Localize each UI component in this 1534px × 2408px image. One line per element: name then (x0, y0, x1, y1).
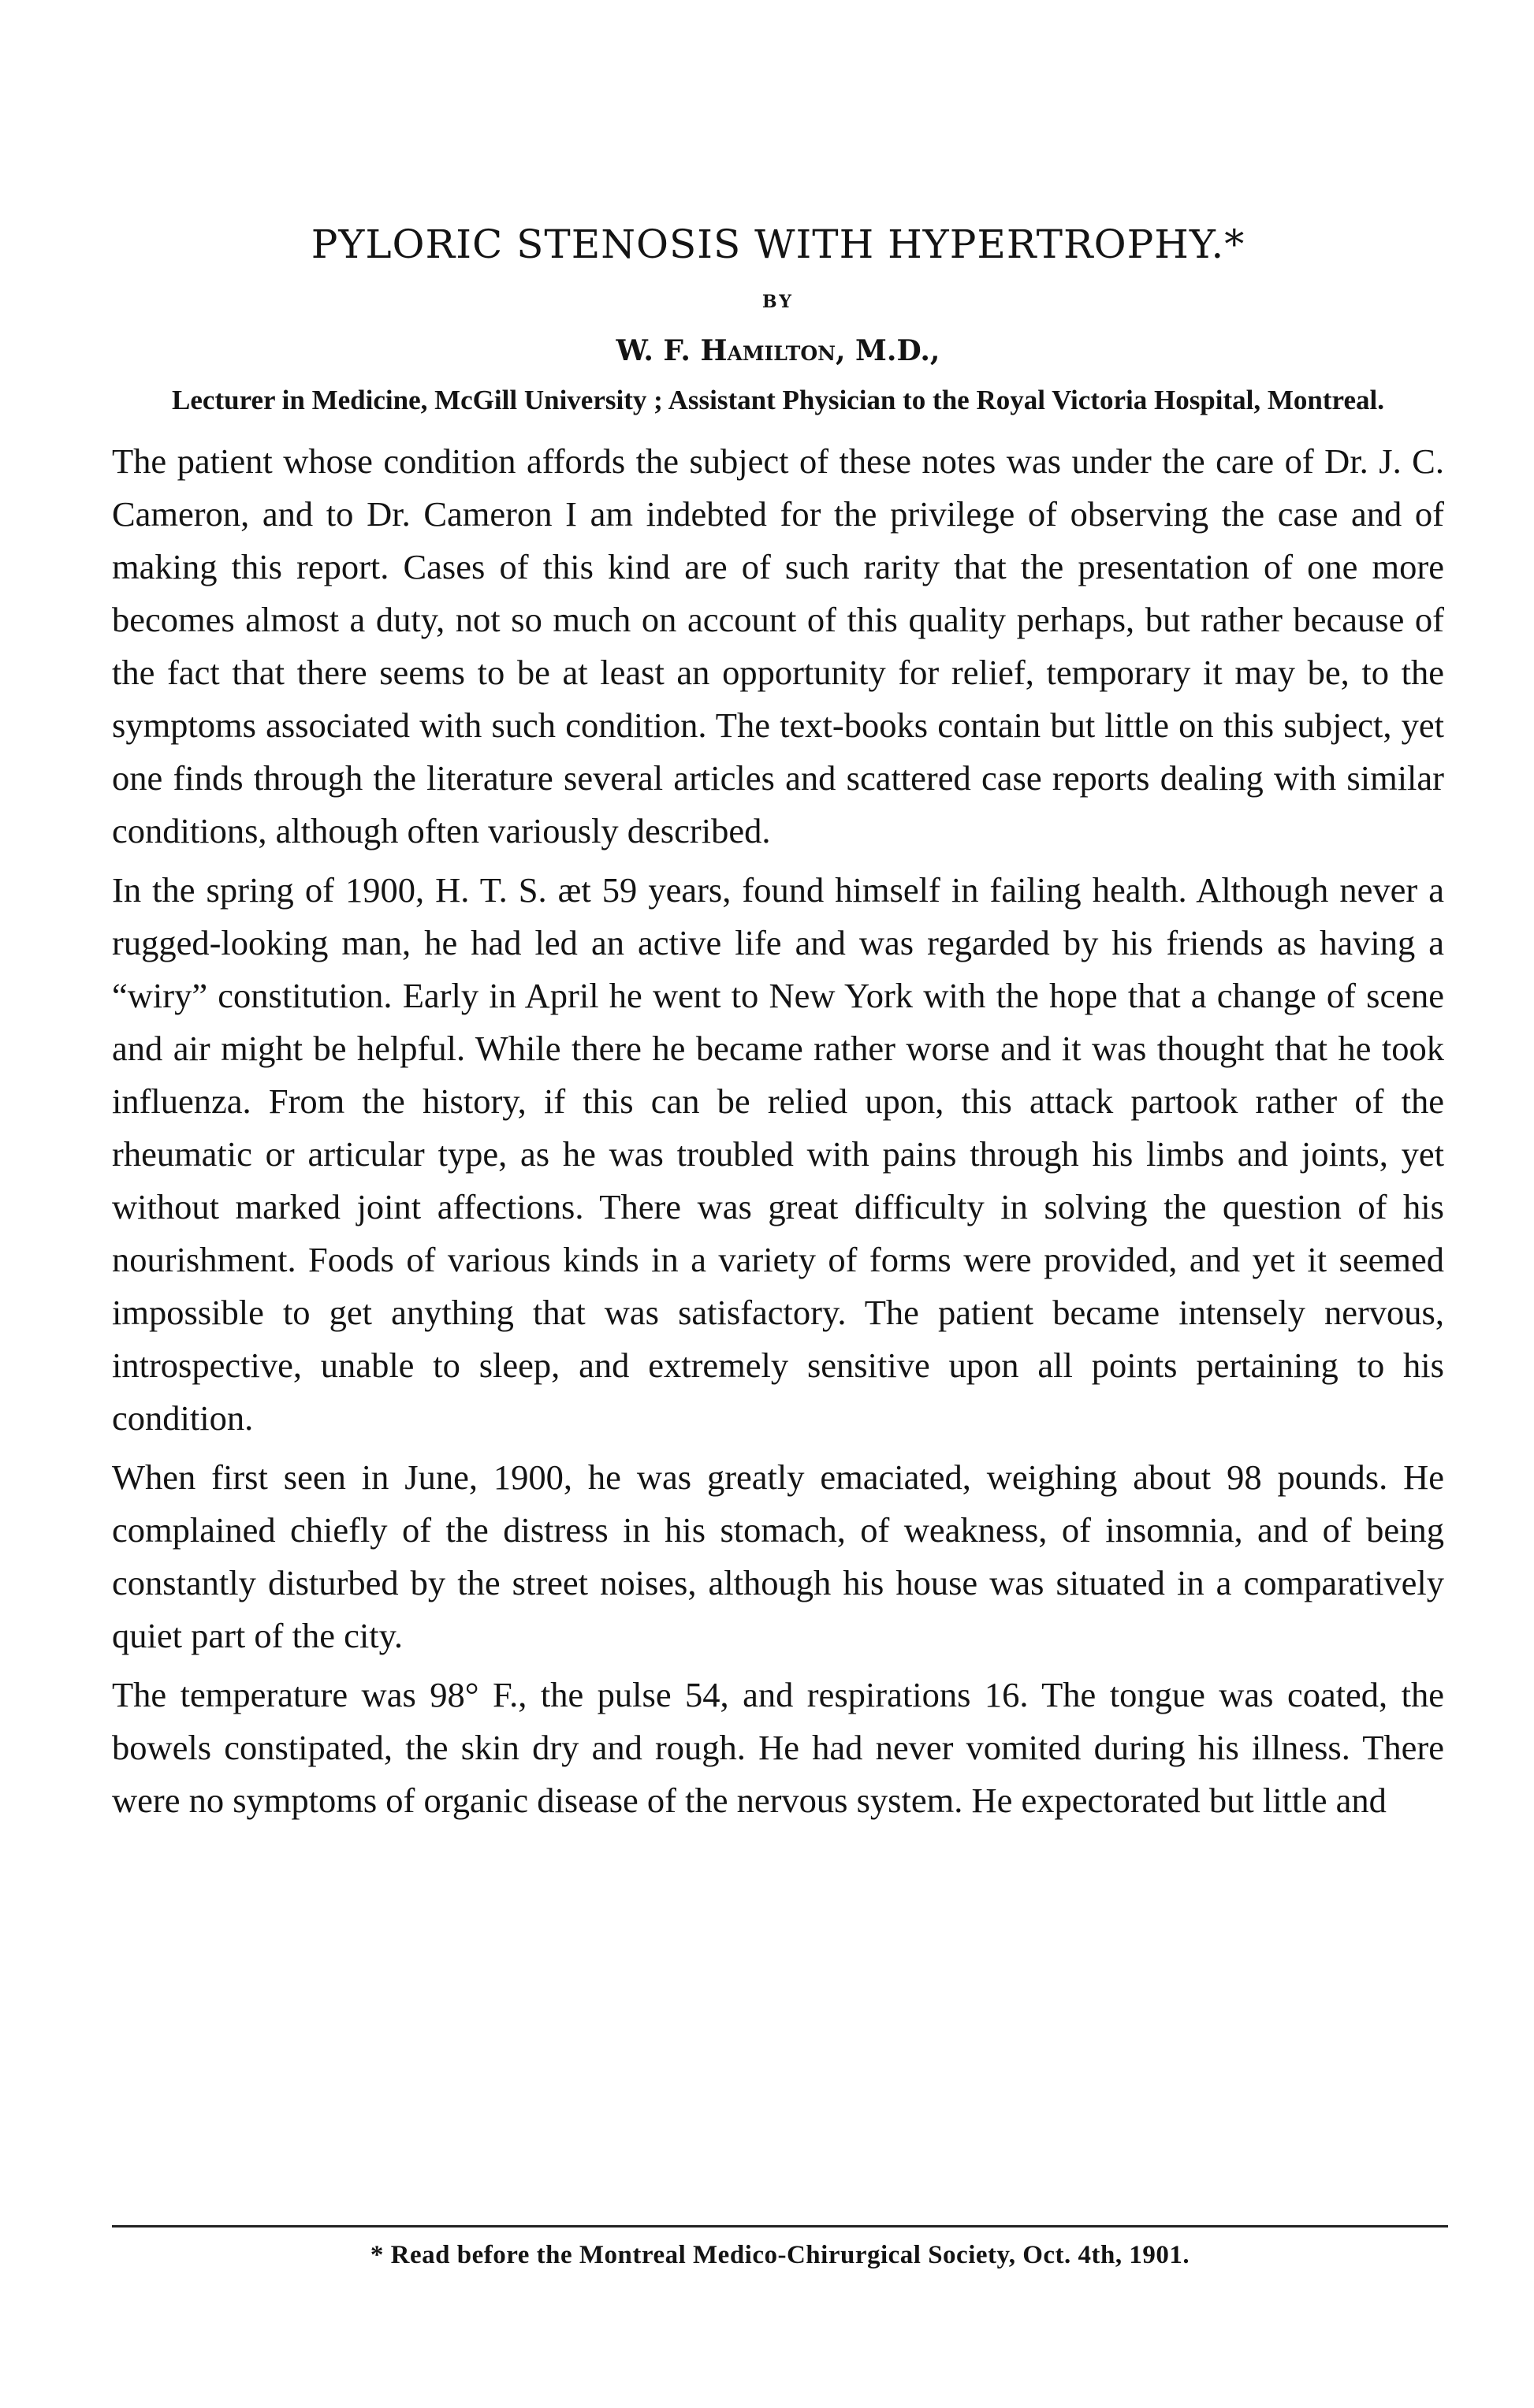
article-body (112, 435, 1444, 1827)
author-name: W. F. Hamilton, M.D., (616, 334, 940, 367)
paragraph: When first seen in June, 1900, he was greatly emaciated, weighing about 98 pounds. He complained chiefly of the distress in his stomach, of weakness, of insomnia, and of being constantly disturbed by the street noises, although his house was situated in a comparatively quiet part of the city. (112, 1457, 1444, 1655)
paragraph: The temperature was 98° F., the pulse 54, and respirations 16. The tongue was coated, the bowels constipated, the skin dry and rough. He had never vomited during his illness. There were no symptoms of organic disease of the nervous system. He expectorated but little and (112, 1674, 1444, 1820)
footnote-divider (112, 2225, 1448, 2227)
article-title: PYLORIC STENOSIS WITH HYPERTROPHY.* (311, 221, 1245, 267)
article (112, 221, 1444, 1833)
paragraph: The patient whose condition affords the subject of these notes was under the care of Dr. J. C. Cameron, and to Dr. Cameron I am indebted for the privilege of observing the case and of making this report. Cases of this kind are of such rarity that the presentation of one more becomes almost a duty, not so much on account of this quality perhaps, but rather because of the fact that there seems to be at least an opportunity for relief, temporary it may be, to the symptoms associated with such condition. The text-books contain but little on this subject, yet one finds through the literature several articles and scattered case reports dealing with similar conditions, although often variously described. (112, 441, 1444, 850)
author-affiliation: Lecturer in Medicine, McGill University ; Assistant Physician to the Royal Victoria Hospital, Montreal. (172, 385, 1384, 415)
footnote: * Read before the Montreal Medico-Chirurgical Society, Oct. 4th, 1901. (370, 2241, 1190, 2269)
paragraph: In the spring of 1900, H. T. S. æt 59 years, found himself in failing health. Although never a rugged-looking man, he had led an active life and was regarded by his friends as having a “wiry” constitution. Early in April he went to New York with the hope that a change of scene and air might be helpful. While there he became rather worse and it was thought that he took influenza. From the history, if this can be relied upon, this attack partook rather of the rheumatic or articular type, as he was troubled with pains through his limbs and joints, yet without marked joint affections. There was great difficulty in solving the question of his nourishment. Foods of various kinds in a variety of forms were provided, and yet it seemed impossible to get anything that was satisfactory. The patient became intensely nervous, introspective, unable to sleep, and extremely sensitive upon all points pertaining to his condition. (112, 869, 1444, 1438)
byline-label: BY (762, 292, 794, 312)
